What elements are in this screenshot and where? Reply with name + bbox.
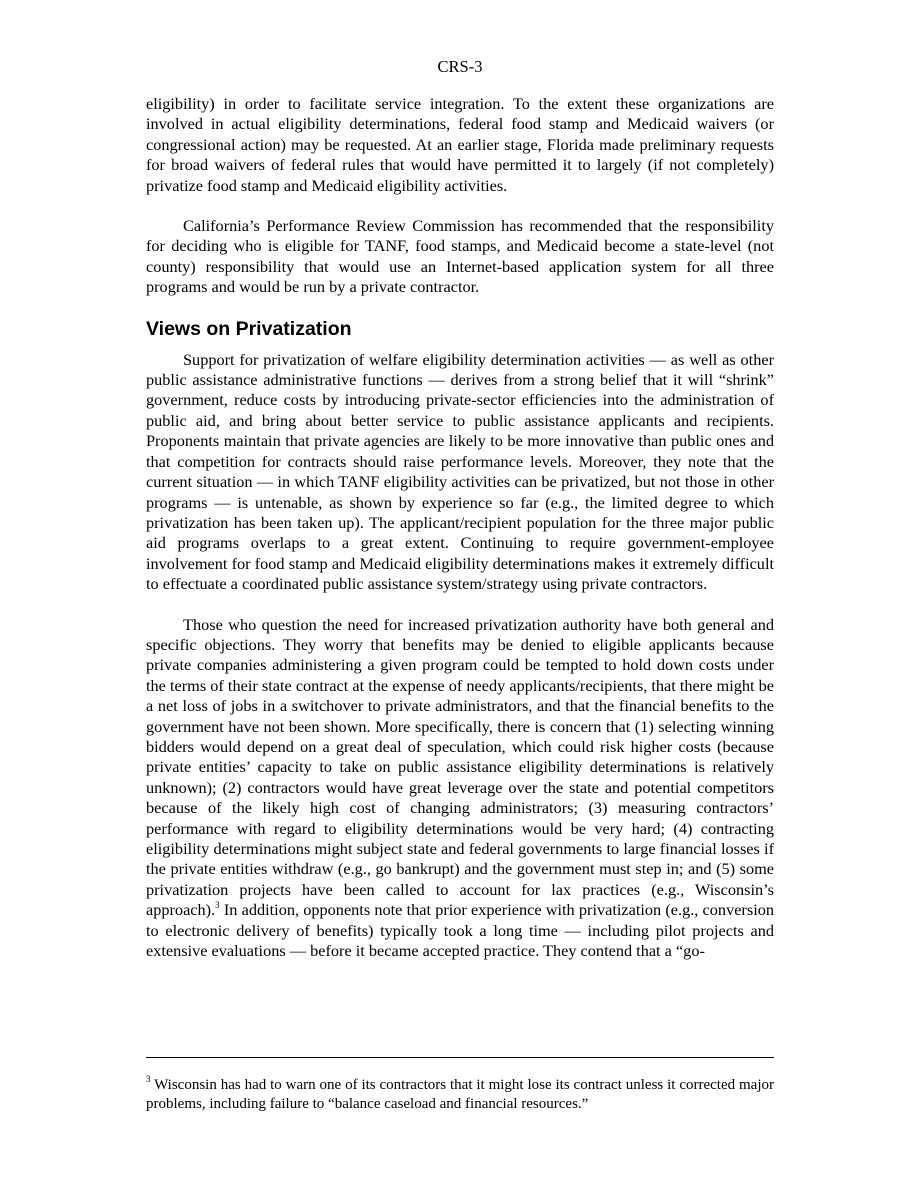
paragraph-california: California’s Performance Review Commission has recommended that the responsibility for deciding who is eligible for TANF, food stamps, and Medicaid become a state-level (not county) responsibility that would use an Internet-based application system for all three programs and would be run by a private contractor. <box>146 216 774 297</box>
paragraph-spacer <box>146 196 774 216</box>
document-body <box>146 94 774 961</box>
paragraph-objections <box>146 615 774 962</box>
footnote-marker: 3 <box>146 1074 151 1084</box>
section-heading: Views on Privatization <box>146 317 352 340</box>
footnote-text: Wisconsin has had to warn one of its contractors that it might lose its contract unless it corrected major problems, including failure to “balance caseload and financial resources.” <box>146 1077 774 1112</box>
footnote <box>146 1076 774 1114</box>
footnote-divider <box>146 1057 774 1058</box>
footnote-reference: 3 <box>215 900 220 911</box>
page-number-header: CRS-3 <box>437 57 483 76</box>
paragraph-support: Support for privatization of welfare eligibility determination activities — as well as other public assistance administrative functions — derives from a strong belief that it will “shrink” government, reduce costs by introducing private-sector efficiencies into the administration of public aid, and bring about better service to public assistance applicants and recipients. Proponents maintain that private agencies are likely to be more innovative than public ones and that competition for contracts should raise performance levels. Moreover, they note that the current situation — in which TANF eligibility activities can be privatized, but not those in other programs — is untenable, as shown by experience so far (e.g., the limited degree to which privatization has been taken up). The applicant/recipient population for the three major public aid programs overlaps to a great extent. Continuing to require government-employee involvement for food stamp and Medicaid eligibility determinations makes it extremely difficult to effectuate a coordinated public assistance system/strategy using private contractors. <box>146 349 774 594</box>
objections-text: Those who question the need for increased privatization authority have both general and specific objections. They worry that benefits may be denied to eligible applicants because private companies administering a given program could be tempted to hold down costs under the terms of their state contract at the expense of needy applicants/recipients, that there might be a net loss of jobs in a switchover to private administrators, and that the financial benefits to the government have not been shown. More specifically, there is concern that (1) selecting winning bidders would depend on a great deal of speculation, which could risk higher costs (because private entities’ capacity to take on public assistance eligibility determinations is relatively unknown); (2) contractors would have great leverage over the state and potential competitors because of the likely high cost of changing administrators; (3) measuring contractors’ performance with regard to eligibility determinations would be very hard; (4) contracting eligibility determinations might subject state and federal governments to large financial losses if the private entities withdraw (e.g., go bankrupt) and the government must step in; and (5) some privatization projects have been called to account for lax practices (e.g., Wisconsin’s approach). <box>146 614 774 920</box>
objections-text-continued: In addition, opponents note that prior experience with privatization (e.g., conversion to electronic delivery of benefits) typically took a long time — including pilot projects and extensive evaluations — before it became accepted practice. They contend that a “go- <box>146 900 774 961</box>
paragraph-spacer <box>146 595 774 615</box>
paragraph-continuation: eligibility) in order to facilitate service integration. To the extent these organizations are involved in actual eligibility determinations, federal food stamp and Medicaid waivers (or congressional action) may be requested. At an earlier stage, Florida made preliminary requests for broad waivers of federal rules that would have permitted it to largely (if not completely) privatize food stamp and Medicaid eligibility activities. <box>146 94 774 195</box>
